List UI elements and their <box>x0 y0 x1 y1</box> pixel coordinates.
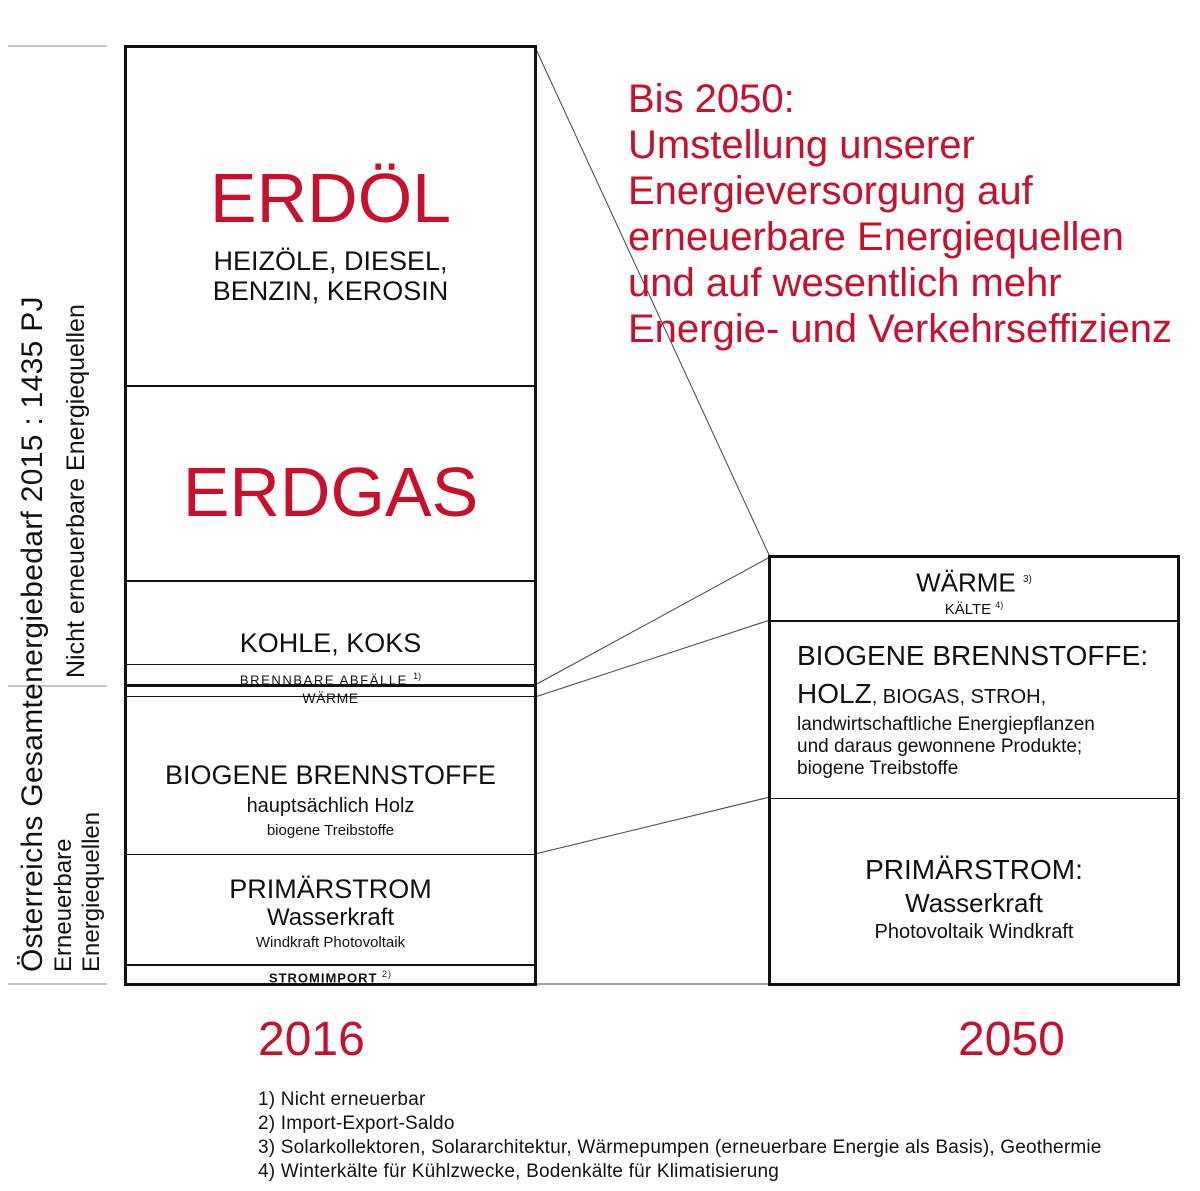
heat-2016-label: WÄRME <box>302 690 359 706</box>
bio-2050-line2: landwirtschaftliche Energiepflanzen <box>797 714 1095 735</box>
connector-heat <box>535 557 770 685</box>
headline <box>628 76 1172 352</box>
non-renewable-label: Nicht erneuerbare Energiequellen <box>62 304 90 678</box>
cold-2050-label <box>771 596 1177 619</box>
headline-line5: und auf wesentlich mehr <box>628 261 1062 305</box>
headline-line4: erneuerbare Energiequellen <box>628 215 1124 259</box>
renewable-label-line2: Energiequellen <box>78 811 105 972</box>
waste-footnote-ref: 1) <box>413 671 422 681</box>
power-2016-title: PRIMÄRSTROM <box>229 874 432 904</box>
coal-label: KOHLE, KOKS <box>239 628 422 658</box>
bio-list: , BIOGAS, STROH, <box>871 686 1047 708</box>
connector-bio-bottom <box>535 797 770 854</box>
import-label <box>127 966 534 986</box>
bio-2050-line3: und daraus gewonnene Produkte; <box>797 736 1083 757</box>
year-2016: 2016 <box>258 1013 365 1066</box>
footnote-4: 4) Winterkälte für Kühlzwecke, Bodenkälte für Klimatisierung <box>258 1161 780 1182</box>
bio-2016-sub1: hauptsächlich Holz <box>246 795 415 817</box>
divider-coal-waste <box>127 664 534 665</box>
oil-products-line1: HEIZÖLE, DIESEL, <box>213 246 448 276</box>
heat-2050-label <box>771 566 1177 597</box>
footnote-3: 3) Solarkollektoren, Solararchitektur, Wärmepumpen (erneuerbare Energie als Basis), Geothermie <box>258 1137 1102 1158</box>
divider-bio-power <box>127 854 534 855</box>
bio-2050-line1 <box>797 678 1046 710</box>
import-footnote-ref: 2) <box>382 969 393 979</box>
bio-2050-title: BIOGENE BRENNSTOFFE: <box>797 640 1149 671</box>
bio-2016-sub2: biogene Treibstoffe <box>266 822 395 839</box>
cold-2050-text: KÄLTE <box>944 601 992 618</box>
bio-holz: HOLZ <box>797 678 872 709</box>
bio-2050-line4: biogene Treibstoffe <box>797 758 959 779</box>
divider-bio-power-2050 <box>771 798 1177 799</box>
oil-title: ERDÖL <box>209 159 452 237</box>
year-2050: 2050 <box>958 1013 1065 1066</box>
divider-gas-coal <box>127 580 534 582</box>
headline-line3: Energieversorgung auf <box>628 169 1033 213</box>
headline-line1: Bis 2050: <box>628 77 795 121</box>
power-2050-sub2: Photovoltaik Windkraft <box>874 921 1074 943</box>
bar-2016 <box>124 45 537 986</box>
headline-line2: Umstellung unserer <box>628 123 975 167</box>
footnote-2: 2) Import-Export-Saldo <box>258 1113 455 1134</box>
oil-products-line2: BENZIN, KEROSIN <box>212 276 449 306</box>
divider-oil-gas <box>127 385 534 387</box>
total-demand-label: Österreichs Gesamtenergiebedarf 2015 : 1435 PJ <box>16 296 49 972</box>
divider-heat-bio-2050 <box>771 620 1177 622</box>
bar-2050 <box>768 555 1180 986</box>
cold-footnote-ref: 4) <box>995 600 1004 610</box>
connector-heat-bottom <box>535 620 770 697</box>
headline-line6: Energie- und Verkehrseffizienz <box>628 307 1173 351</box>
power-2050-title: PRIMÄRSTROM: <box>865 854 1083 885</box>
bio-2016-title: BIOGENE BRENNSTOFFE <box>164 760 497 790</box>
import-text: STROMIMPORT <box>268 970 378 986</box>
power-2016-sub2: Windkraft Photovoltaik <box>255 934 406 951</box>
power-2050-sub1: Wasserkraft <box>905 888 1043 918</box>
waste-text: BRENNBARE ABFÄLLE <box>239 672 408 688</box>
footnotes <box>258 1088 1102 1184</box>
heat-2050-text: WÄRME <box>916 567 1016 598</box>
divider-nonrenewable-renewable <box>127 684 534 687</box>
renewable-label-line1: Erneuerbare <box>50 838 77 972</box>
gas-title: ERDGAS <box>182 453 479 531</box>
divider-heat-bio <box>127 696 534 697</box>
power-2016-sub1: Wasserkraft <box>266 904 395 931</box>
footnote-1: 1) Nicht erneuerbar <box>258 1089 426 1110</box>
heat-footnote-ref: 3) <box>1023 574 1032 585</box>
